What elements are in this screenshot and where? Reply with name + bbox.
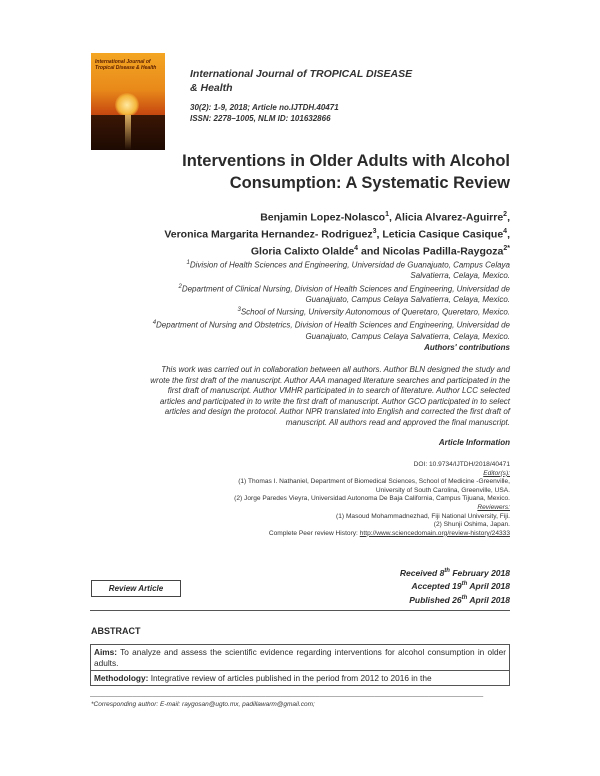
author-sup: 3 xyxy=(372,228,377,235)
editors-label: Editor(s): xyxy=(483,469,510,477)
aims-label: Aims: xyxy=(94,647,118,657)
contributions-heading: Authors' contributions xyxy=(424,343,510,352)
author-name: Leticia Casique Casique xyxy=(382,228,504,241)
published-date: Published 26th April 2018 xyxy=(409,594,510,605)
review-history-link[interactable]: http://www.sciencedomain.org/review-history/24333 xyxy=(359,529,510,537)
abstract-heading: ABSTRACT xyxy=(91,626,141,636)
cover-reflection xyxy=(125,115,131,150)
corresponding-author-footnote: *Corresponding author: E-mail: raygosan@ugto.mx, padillawarm@gmail.com; xyxy=(91,701,315,708)
contributions-line: articles and participated in to write the first draft of manuscript. Author GCO participated in to select xyxy=(159,396,510,406)
author-sup: 2 xyxy=(503,211,508,218)
author-line: Benjamin Lopez-Nolasco$^1$, Alicia Alvarez-Aguirre$^2$, xyxy=(260,211,510,224)
author-name: Nicolas Padilla-Raygoza xyxy=(382,245,504,258)
affiliation-item-cont: Guanajuato, Campus Celaya Salvatierra, Celaya, Mexico. xyxy=(305,331,510,341)
journal-name-line2: & Health xyxy=(190,82,233,94)
journal-issn: ISSN: 2278–1005, NLM ID: 101632866 xyxy=(190,114,331,123)
affiliation-item-cont: Guanajuato, Campus Celaya Salvatierra, Celaya, Mexico. xyxy=(305,294,510,304)
received-date: Received 8th February 2018 xyxy=(399,567,510,578)
paper-title-line1: Interventions in Older Adults with Alcohol xyxy=(182,152,510,170)
cover-sun xyxy=(115,93,139,117)
review-history-label: Complete Peer review History: xyxy=(268,529,360,537)
journal-name xyxy=(190,67,490,95)
journal-citation: 30(2): 1-9, 2018; Article no.IJTDH.40471 xyxy=(190,103,339,112)
editor-line: (2) Jorge Paredes Vieyra, Universidad Autonoma De Baja California, Campus Tijuana, Mexico. xyxy=(234,495,510,503)
author-sup: 4 xyxy=(354,245,359,252)
publication-dates xyxy=(300,566,510,606)
affiliation-item: $^2$Department of Clinical Nursing, Division of Health Sciences and Engineering, Universidad de xyxy=(178,283,510,294)
footnote-separator: _____________________________________________________________________________________________________ xyxy=(90,690,484,697)
doi: DOI: 10.9734/IJTDH/2018/40471 xyxy=(413,461,510,468)
review-history xyxy=(90,530,510,539)
aims-text: To analyze and assess the scientific evidence regarding interventions for alcohol consumption in older adults. xyxy=(94,647,506,668)
contributions-line: articles and design the protocol. Author NPR translated into English and corrected the first draft of xyxy=(164,407,510,416)
editor-line: University of South Carolina, Greenville, USA. xyxy=(375,486,510,494)
editor-line: (1) Thomas I. Nathaniel, Department of Biomedical Sciences, School of Medicine -Greenville, xyxy=(238,478,510,486)
author-sup: 1 xyxy=(385,211,389,218)
author-name: Gloria Calixto Olalde xyxy=(250,245,355,258)
author-name: Alicia Alvarez-Aguirre xyxy=(394,211,504,224)
contributions-line: wrote the first draft of the manuscript. Author AAA managed literature searches and participated in the xyxy=(150,375,510,385)
abstract-methodology xyxy=(91,670,509,686)
reviewer-line: (2) Shunji Oshima, Japan. xyxy=(433,521,510,529)
accepted-date: Accepted 19th April 2018 xyxy=(411,581,510,592)
contributions-line: first draft of manuscript. Author VMHR participated in to search of literature. Author LCC selected xyxy=(167,386,510,395)
author-sup: 4 xyxy=(503,228,508,235)
author-sup: 2* xyxy=(503,245,510,252)
author-list xyxy=(90,208,510,259)
contributions-line: This work was carried out in collaboration between all authors. Author BLN designed the study and xyxy=(161,365,510,374)
divider xyxy=(90,610,510,611)
journal-info xyxy=(190,102,510,124)
affiliation-item-cont: Salvatierra, Celaya, Mexico. xyxy=(410,271,510,281)
abstract-box xyxy=(90,644,510,686)
contributions-line: manuscript. All authors read and approved the final manuscript. xyxy=(285,417,510,427)
reviewer-line: (1) Masoud Mohammadnezhad, Fiji National University, Fiji. xyxy=(336,512,510,520)
journal-name-line1: International Journal of TROPICAL DISEASE xyxy=(190,68,413,80)
author-name: Benjamin Lopez-Nolasco xyxy=(260,211,386,224)
author-line: Gloria Calixto Olalde$^4$ and Nicolas Padilla-Raygoza$^{2*}$ xyxy=(250,245,510,258)
contributions-text xyxy=(90,365,510,428)
author-line: Veronica Margarita Hernandez- Rodriguez$^3$, Leticia Casique Casique$^4$, xyxy=(164,228,510,241)
affiliation-item: $^1$Division of Health Sciences and Engineering, Universidad de Guanajuato, Campus Celaya xyxy=(186,260,510,270)
paper-title-line2: Consumption: A Systematic Review xyxy=(229,174,510,192)
paper-title xyxy=(90,150,510,194)
author-name: Veronica Margarita Hernandez- Rodriguez xyxy=(164,228,373,241)
affiliation-item: $^3$School of Nursing, University Autonomous of Queretaro, Queretaro, Mexico. xyxy=(237,307,510,317)
article-type-badge: Review Article xyxy=(91,580,181,597)
abstract-aims xyxy=(91,645,509,670)
reviewers-label: Reviewers: xyxy=(477,503,510,511)
journal-cover-image xyxy=(91,53,165,150)
methodology-label: Methodology: xyxy=(94,673,149,683)
cover-title: International Journal of Tropical Disease & Health xyxy=(95,59,157,71)
article-info-heading: Article Information xyxy=(438,438,510,447)
article-info xyxy=(90,461,510,538)
affiliation-list xyxy=(90,258,510,342)
affiliation-item: $^4$Department of Nursing and Obstetrics, Division of Health Sciences and Engineering, Universidad de xyxy=(152,320,510,331)
methodology-text: Integrative review of articles published in the period from 2012 to 2016 in the xyxy=(148,673,432,683)
